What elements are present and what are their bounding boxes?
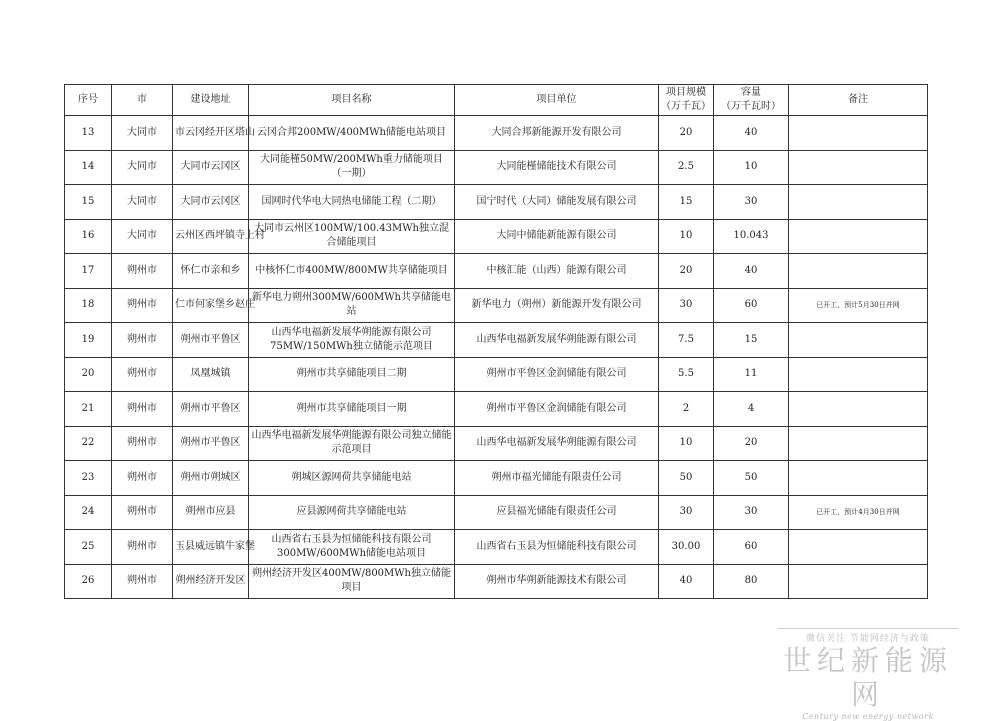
cell-city: 大同市 xyxy=(112,150,173,185)
cell-city: 朔州市 xyxy=(112,530,173,565)
header-city: 市 xyxy=(112,85,173,116)
cell-no: 17 xyxy=(65,254,112,289)
cell-scale: 2 xyxy=(659,392,714,427)
cell-no: 15 xyxy=(65,185,112,220)
cell-no: 19 xyxy=(65,323,112,358)
cell-no: 22 xyxy=(65,426,112,461)
watermark xyxy=(778,628,958,721)
cell-city: 朔州市 xyxy=(112,495,173,530)
project-table xyxy=(64,84,928,599)
header-location: 建设地址 xyxy=(173,85,249,116)
cell-location: 大同市云冈区 xyxy=(173,150,249,185)
cell-no: 13 xyxy=(65,116,112,151)
cell-unit: 山西省右玉县为恒储能科技有限公司 xyxy=(455,530,659,565)
cell-scale: 40 xyxy=(659,564,714,599)
table-row xyxy=(65,357,928,392)
cell-city: 朔州市 xyxy=(112,461,173,496)
cell-project-name: 国网时代华电大同热电储能工程（二期） xyxy=(249,185,455,220)
cell-scale: 2.5 xyxy=(659,150,714,185)
cell-city: 朔州市 xyxy=(112,357,173,392)
cell-city: 大同市 xyxy=(112,219,173,254)
cell-city: 朔州市 xyxy=(112,254,173,289)
table-row xyxy=(65,495,928,530)
cell-location: 凤凰城镇 xyxy=(173,357,249,392)
cell-scale: 10 xyxy=(659,219,714,254)
header-no: 序号 xyxy=(65,85,112,116)
cell-no: 18 xyxy=(65,288,112,323)
table-row xyxy=(65,150,928,185)
cell-remark xyxy=(789,530,928,565)
cell-remark: 已开工，预计5月30日并网 xyxy=(789,288,928,323)
cell-project-name: 大同能槿50MW/200MWh重力储能项目（一期） xyxy=(249,150,455,185)
cell-remark xyxy=(789,185,928,220)
cell-unit: 朔州市平鲁区金润储能有限公司 xyxy=(455,392,659,427)
header-unit: 项目单位 xyxy=(455,85,659,116)
cell-remark xyxy=(789,116,928,151)
table-row xyxy=(65,219,928,254)
cell-scale: 15 xyxy=(659,185,714,220)
table-row xyxy=(65,461,928,496)
cell-project-name: 朔州市共享储能项目一期 xyxy=(249,392,455,427)
header-scale xyxy=(659,85,714,116)
cell-city: 朔州市 xyxy=(112,564,173,599)
cell-capacity: 30 xyxy=(714,495,789,530)
cell-scale: 10 xyxy=(659,426,714,461)
cell-unit: 大同合邦新能源开发有限公司 xyxy=(455,116,659,151)
cell-remark xyxy=(789,461,928,496)
cell-unit: 应县福光储能有限责任公司 xyxy=(455,495,659,530)
cell-location: 玉县威远镇牛家堡 xyxy=(173,530,249,565)
header-capacity-line2: （万千瓦时） xyxy=(721,101,781,112)
cell-location: 朔州市平鲁区 xyxy=(173,426,249,461)
cell-location: 朔州经济开发区 xyxy=(173,564,249,599)
cell-location: 仁市何家堡乡赵庄 xyxy=(173,288,249,323)
cell-project-name: 山西华电福新发展华朔能源有限公司独立储能示范项目 xyxy=(249,426,455,461)
header-remark: 备注 xyxy=(789,85,928,116)
cell-project-name: 中核怀仁市400MW/800MW共享储能项目 xyxy=(249,254,455,289)
cell-project-name: 山西省右玉县为恒储能科技有限公司300MW/600MWh储能电站项目 xyxy=(249,530,455,565)
header-project-name: 项目名称 xyxy=(249,85,455,116)
cell-unit: 大同能槿储能技术有限公司 xyxy=(455,150,659,185)
cell-remark xyxy=(789,357,928,392)
cell-no: 24 xyxy=(65,495,112,530)
cell-scale: 30 xyxy=(659,288,714,323)
table-row xyxy=(65,392,928,427)
cell-city: 朔州市 xyxy=(112,426,173,461)
cell-unit: 朔州市平鲁区金润储能有限公司 xyxy=(455,357,659,392)
cell-location: 朔州市朔城区 xyxy=(173,461,249,496)
table-row xyxy=(65,185,928,220)
cell-remark xyxy=(789,564,928,599)
header-scale-line2: （万千瓦） xyxy=(661,101,711,112)
table-row xyxy=(65,288,928,323)
cell-capacity: 80 xyxy=(714,564,789,599)
cell-location: 朔州市应县 xyxy=(173,495,249,530)
cell-capacity: 40 xyxy=(714,116,789,151)
cell-unit: 朔州市福光储能有限责任公司 xyxy=(455,461,659,496)
cell-capacity: 10.043 xyxy=(714,219,789,254)
cell-no: 23 xyxy=(65,461,112,496)
cell-remark xyxy=(789,323,928,358)
cell-unit: 中核汇能（山西）能源有限公司 xyxy=(455,254,659,289)
cell-capacity: 60 xyxy=(714,288,789,323)
cell-project-name: 云冈合邦200MW/400MWh储能电站项目 xyxy=(249,116,455,151)
cell-no: 16 xyxy=(65,219,112,254)
cell-remark xyxy=(789,392,928,427)
cell-remark xyxy=(789,219,928,254)
cell-location: 怀仁市亲和乡 xyxy=(173,254,249,289)
cell-scale: 50 xyxy=(659,461,714,496)
cell-location: 朔州市平鲁区 xyxy=(173,392,249,427)
cell-unit: 国宁时代（大同）储能发展有限公司 xyxy=(455,185,659,220)
header-scale-line1: 项目规模 xyxy=(666,87,706,98)
cell-scale: 20 xyxy=(659,254,714,289)
cell-capacity: 4 xyxy=(714,392,789,427)
cell-no: 14 xyxy=(65,150,112,185)
header-capacity xyxy=(714,85,789,116)
cell-location: 朔州市平鲁区 xyxy=(173,323,249,358)
table-row xyxy=(65,564,928,599)
cell-scale: 30 xyxy=(659,495,714,530)
cell-location: 市云冈经开区塔山 xyxy=(173,116,249,151)
cell-unit: 大同中储能新能源有限公司 xyxy=(455,219,659,254)
cell-city: 朔州市 xyxy=(112,323,173,358)
watermark-english: Century new energy network xyxy=(802,712,934,721)
cell-scale: 20 xyxy=(659,116,714,151)
cell-project-name: 朔州经济开发区400MW/800MWh独立储能项目 xyxy=(249,564,455,599)
cell-capacity: 60 xyxy=(714,530,789,565)
cell-remark xyxy=(789,150,928,185)
cell-unit: 山西华电福新发展华朔能源有限公司 xyxy=(455,426,659,461)
cell-scale: 5.5 xyxy=(659,357,714,392)
cell-city: 朔州市 xyxy=(112,288,173,323)
cell-capacity: 40 xyxy=(714,254,789,289)
cell-capacity: 20 xyxy=(714,426,789,461)
cell-scale: 7.5 xyxy=(659,323,714,358)
cell-city: 大同市 xyxy=(112,116,173,151)
table-row xyxy=(65,530,928,565)
cell-remark: 已开工，预计4月30日并网 xyxy=(789,495,928,530)
cell-unit: 新华电力（朔州）新能源开发有限公司 xyxy=(455,288,659,323)
cell-capacity: 10 xyxy=(714,150,789,185)
cell-location: 云州区西坪镇寺上村 xyxy=(173,219,249,254)
cell-scale: 30.00 xyxy=(659,530,714,565)
watermark-top: 微信关注 节能网经济与政策 xyxy=(778,628,958,644)
watermark-logo: 世纪新能源网 xyxy=(782,644,953,711)
cell-project-name: 大同市云州区100MW/100.43MWh独立混合储能项目 xyxy=(249,219,455,254)
cell-remark xyxy=(789,254,928,289)
cell-city: 大同市 xyxy=(112,185,173,220)
cell-remark xyxy=(789,426,928,461)
cell-no: 25 xyxy=(65,530,112,565)
cell-project-name: 应县源网荷共享储能电站 xyxy=(249,495,455,530)
cell-project-name: 新华电力朔州300MW/600MWh共享储能电站 xyxy=(249,288,455,323)
cell-no: 20 xyxy=(65,357,112,392)
cell-unit: 朔州市华朔新能源技术有限公司 xyxy=(455,564,659,599)
table-row xyxy=(65,426,928,461)
header-capacity-line1: 容量 xyxy=(741,87,761,98)
cell-capacity: 15 xyxy=(714,323,789,358)
cell-unit: 山西华电福新发展华朔能源有限公司 xyxy=(455,323,659,358)
cell-capacity: 11 xyxy=(714,357,789,392)
cell-capacity: 30 xyxy=(714,185,789,220)
cell-project-name: 山西华电福新发展华朔能源有限公司75MW/150MWh独立储能示范项目 xyxy=(249,323,455,358)
cell-project-name: 朔城区源网荷共享储能电站 xyxy=(249,461,455,496)
cell-city: 朔州市 xyxy=(112,392,173,427)
table-row xyxy=(65,116,928,151)
cell-no: 26 xyxy=(65,564,112,599)
cell-no: 21 xyxy=(65,392,112,427)
cell-capacity: 50 xyxy=(714,461,789,496)
table-header-row xyxy=(65,85,928,116)
cell-project-name: 朔州市共享储能项目二期 xyxy=(249,357,455,392)
table-row xyxy=(65,254,928,289)
cell-location: 大同市云冈区 xyxy=(173,185,249,220)
table-row xyxy=(65,323,928,358)
